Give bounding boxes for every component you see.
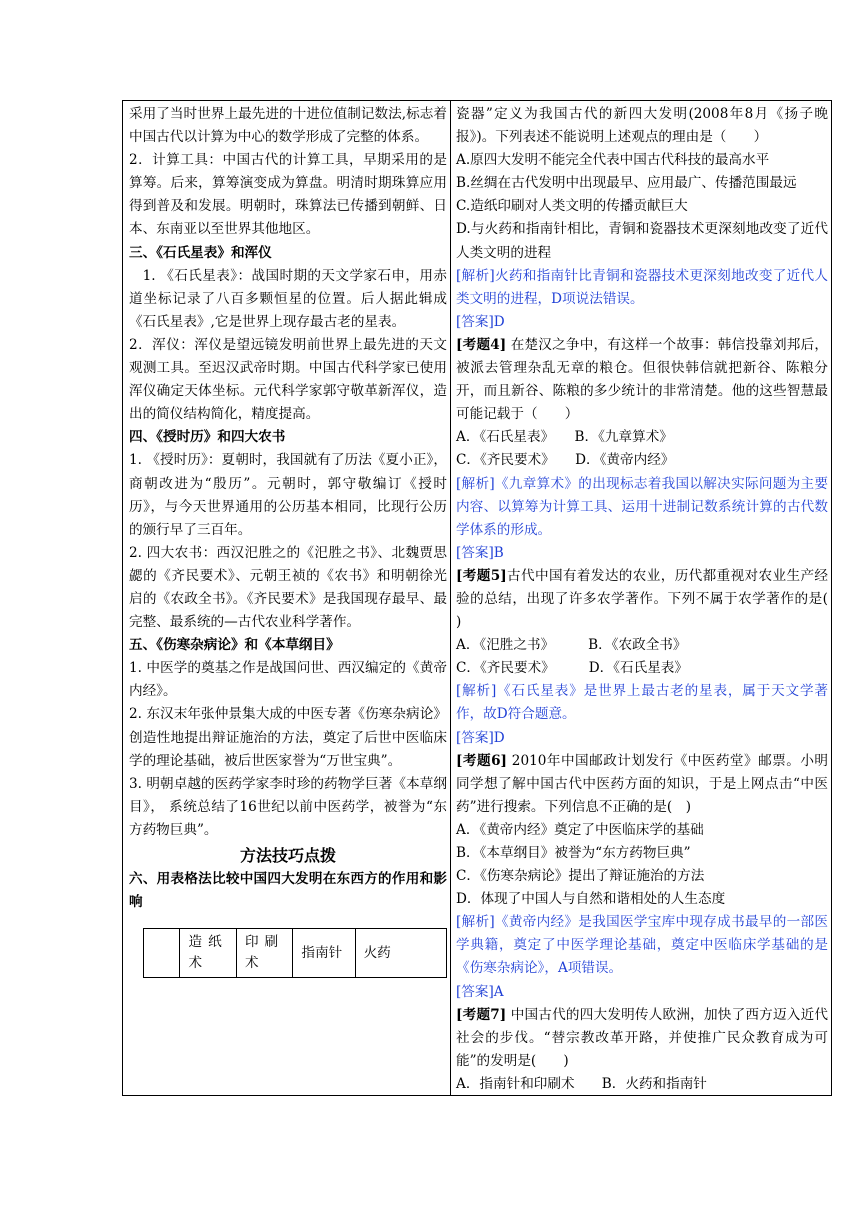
right-column	[456, 103, 846, 1096]
section-heading: 六、用表格法比较中国四大发明在东西方的作用和影响	[129, 871, 447, 911]
question-text: 2010年中国邮政计划发行《中医药堂》邮票。小明同学想了解中国古代中医药方面的知识，于是上网点击“中医药”进行搜索。下列信息不正确的是( )	[456, 752, 829, 815]
question	[456, 334, 828, 426]
answer: [答案]A	[456, 983, 504, 1000]
comparison-table	[143, 928, 447, 978]
paragraph: 3. 明朝卓越的医药学家李时珍的药物学巨著《本草纲目》， 系统总结了16世纪以前中医药学，被誉为“东方药物巨典”。	[129, 775, 447, 838]
section-heading: 三、《石氏星表》和浑仪	[129, 244, 272, 261]
question	[456, 750, 828, 819]
analysis: [解析]《石氏星表》是世界上最古老的星表，属于天文学著作，故D符合题意。	[456, 683, 828, 723]
paragraph: 1. 《授时历》：夏朝时，我国就有了历法《夏小正》，商朝改进为“殷历”。元朝时，郭守敬编订《授时历》，与今天世界通用的公历基本相同，比现行公历的颁行早了三百年。	[129, 452, 447, 538]
table-cell-empty	[144, 929, 180, 978]
option: A．《汜胜之书》 B．《农政全书》	[456, 637, 687, 654]
option: D.与火药和指南针相比，青铜和瓷器技术更深刻地改变了近代人类文明的进程	[456, 221, 828, 261]
paragraph: 2. 东汉末年张仲景集大成的中医专著《伤寒杂病论》创造性地提出辩证施治的方法，奠定了后世中医临床学的理论基础，被后世医家誉为“万世宝典”。	[129, 706, 447, 769]
section-heading: 四、《授时历》和四大农书	[129, 429, 286, 446]
question-label: [考题7]	[456, 1006, 507, 1023]
paragraph: 1. 中医学的奠基之作是战国问世、西汉编定的《黄帝内经》。	[129, 660, 447, 700]
question-label: [考题4]	[456, 336, 507, 353]
table-header-cell: 火药	[355, 929, 446, 978]
paragraph: 2．计算工具：中国古代的计算工具，早期采用的是算筹。后来，算筹演变成为算盘。明清时期珠算应用得到普及和发展。明朝时，珠算法已传播到朝鲜、日本、东南亚以至世界其他地区。	[129, 152, 447, 238]
option: A．《石氏星表》 B．《九章算术》	[456, 429, 673, 446]
paragraph: 2. 四大农书：西汉汜胜之的《汜胜之书》、北魏贾思勰的《齐民要术》、元朝王祯的《农书》和明朝徐光启的《农政全书》。《齐民要术》是我国现存最早、最完整、最系统的—古代农业科学著作。	[129, 544, 447, 631]
analysis: [解析]火药和指南针比青铜和瓷器技术更深刻地改变了近代人类文明的进程，D项说法错误。	[456, 267, 828, 307]
answer: [答案]D	[456, 729, 505, 746]
answer: [答案]D	[456, 313, 505, 330]
option: B.丝绸在古代发明中出现最早、应用最广、传播范围最远	[456, 175, 797, 192]
option: C．《伤寒杂病论》提出了辩证施治的方法	[456, 868, 705, 885]
analysis: [解析]《九章算术》的出现标志着我国以解决实际问题为主要内容、以算筹为计算工具、运用十进制记数系统计算的古代数学体系的形成。	[456, 475, 828, 538]
question	[456, 565, 846, 634]
section-heading: 五、《伤寒杂病论》和《本草纲目》	[129, 637, 340, 654]
option: C．《齐民要术》 D．《石氏星表》	[456, 660, 688, 677]
question-text: 中国古代的四大发明传人欧洲，加快了西方迈入近代社会的步伐。“替宗教改革开路，并使推广民众教育成为可能”的发明是( )	[456, 1006, 828, 1069]
left-column	[129, 103, 447, 978]
option: D．体现了中国人与自然和谐相处的人生态度	[456, 891, 726, 908]
analysis: [解析]《黄帝内经》是我国医学宝库中现存成书最早的一部医学典籍，奠定了中医学理论基础，奠定中医临床学基础的是《伤寒杂病论》，A项错误。	[456, 914, 828, 977]
table-header-cell: 印刷术	[236, 929, 292, 978]
question-text: 古代中国有着发达的农业，历代都重视对农业生产经验的总结，出现了许多农学著作。下列不属于农学著作的是( )	[456, 567, 846, 631]
option: C．《齐民要术》 D．《黄帝内经》	[456, 452, 675, 469]
paragraph: 2．浑仪：浑仪是望远镜发明前世界上最先进的天文观测工具。至迟汉武帝时期。中国古代科学家已使用浑仪确定天体坐标。元代科学家郭守敬革新浑仪，造出的简仪结构简化，精度提高。	[129, 336, 447, 423]
question-text: 瓷器”定义为我国古代的新四大发明(2008年8月《扬子晚报》)。下列表述不能说明上述观点的理由是（ ）	[456, 106, 828, 146]
table-header-cell: 指南针	[293, 929, 355, 978]
question	[456, 1004, 828, 1073]
question-label: [考题5]	[456, 567, 507, 584]
question-label: [考题6]	[456, 752, 507, 769]
option: A.原四大发明不能完全代表中国古代科技的最高水平	[456, 152, 770, 169]
two-column-table	[122, 100, 846, 1096]
column-divider	[450, 101, 451, 1095]
paragraph: 采用了当时世界上最先进的十进位值制记数法,标志着中国古代以计算为中心的数学形成了完整的体系。	[129, 106, 447, 146]
question-text: 在楚汉之争中，有这样一个故事：韩信投靠刘邦后，被派去管理杂乱无章的粮仓。但很快韩信就把新谷、陈粮分开，而且新谷、陈粮的多少统计的非常清楚。他的这些智慧最可能记载于（ ）	[456, 336, 828, 423]
paragraph: 1. 《石氏星表》：战国时期的天文学家石申，用赤道坐标记录了八百多颗恒星的位置。后人据此辑成《石氏星表》,它是世界上现存最古老的星表。	[129, 267, 447, 330]
option: A．《黄帝内经》奠定了中医临床学的基础	[456, 821, 704, 838]
method-title: 方法技巧点拨	[239, 846, 336, 865]
table-header-cell: 造纸术	[180, 929, 236, 978]
answer: [答案]B	[456, 544, 504, 561]
option: C.造纸印刷对人类文明的传播贡献巨大	[456, 198, 688, 215]
option: B．《本草纲目》被誉为“东方药物巨典”	[456, 845, 691, 861]
option: A．指南针和印刷术 B．火药和指南针	[456, 1075, 707, 1092]
table-row	[144, 929, 447, 978]
